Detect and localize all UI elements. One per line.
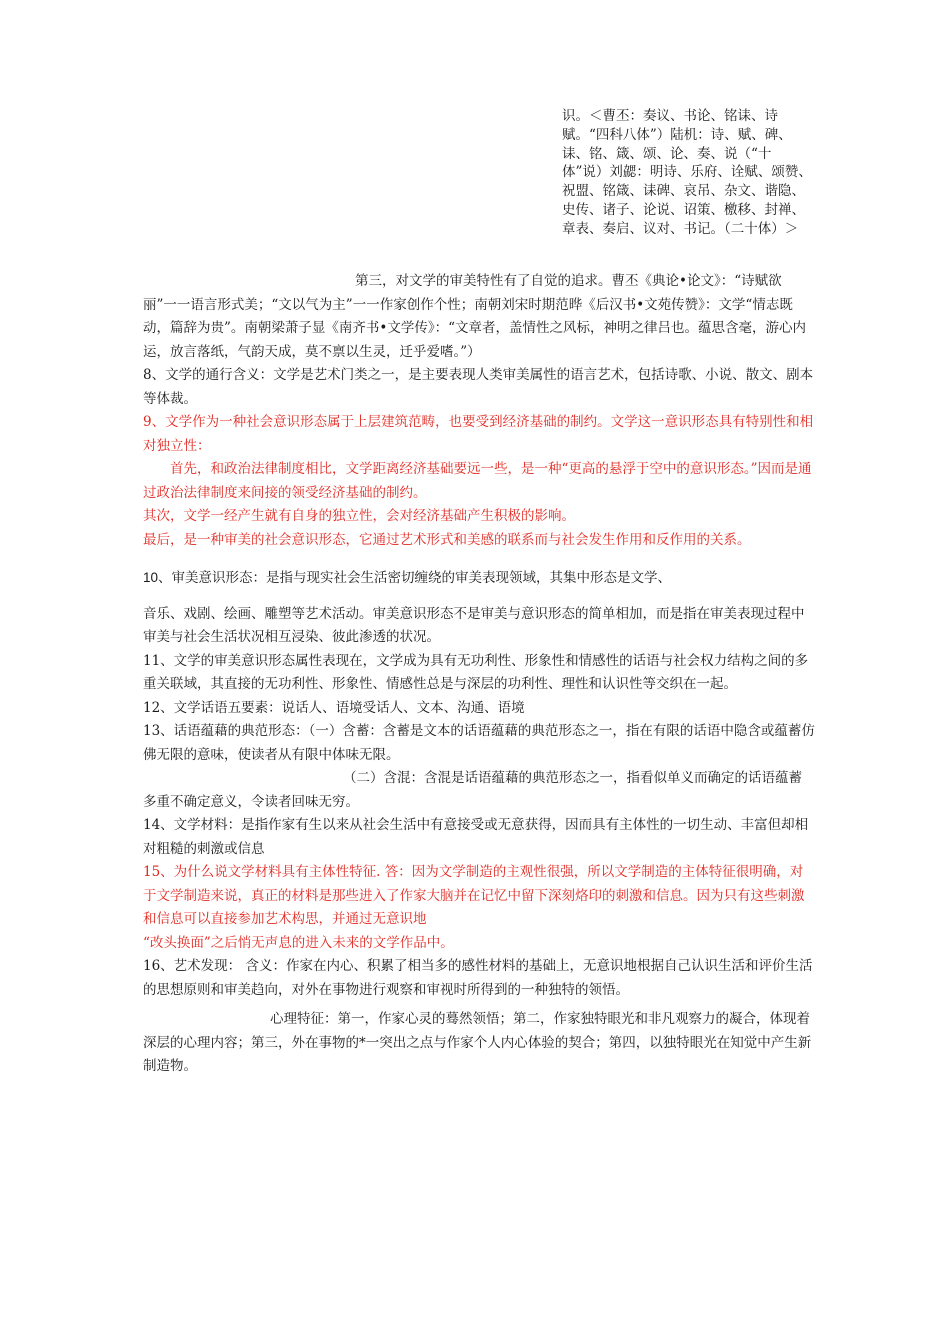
paragraph-16-psychology: 心理特征：第一，作家心灵的蓦然领悟；第二，作家独特眼光和非凡观察力的凝合，体现着深层的心理内容；第三，外在事物的*一突出之点与作家个人内心体验的契合；第四，以独特眼光在知觉中产生新制造物。: [143, 1011, 812, 1074]
paragraph-11-attributes: 11、文学的审美意识形态属性表现在，文学成为具有无功利性、形象性和情感性的话语与社会权力结构之间的多重关联域，其直接的无功利性、形象性、情感性总是与深层的功利性、理性和认识性等交织在一起。: [143, 652, 809, 692]
paragraph-13-ambiguity: （二）含混：含混是话语蕴藉的典范形态之一，指看似单义而确定的话语蕴蓄多重不确定意义，令读者回味无穷。: [143, 770, 802, 810]
paragraph-9-second: 其次，文学一经产生就有自身的独立性，会对经济基础产生积极的影响。: [143, 508, 575, 524]
paragraph-10-body: 音乐、戏剧、绘画、雕塑等艺术活动。审美意识形态不是审美与意识形态的简单相加，而是指在审美表现过程中审美与社会生活状况相互浸染、彼此渗透的状况。: [143, 605, 805, 645]
paragraph-14-material: 14、文学材料：是指作家有生以来从社会生活中有意接受或无意获得，因而具有主体性的一切生动、丰富但却相对粗糙的刺激或信息: [143, 817, 809, 857]
paragraph-10-number: 10: [143, 570, 159, 585]
paragraph-12-elements: 12、文学话语五要素：说话人、语境受话人、文本、沟通、语境: [143, 699, 525, 716]
main-text-body: [143, 270, 815, 1079]
paragraph-16-discovery: 16、艺术发现： 含义：作家在内心、积累了相当多的感性材料的基础上，无意识地根据自己认识生活和评价生活的思想原则和审美趋向，对外在事物进行观察和审视时所得到的一种独特的领悟。: [143, 958, 813, 998]
paragraph-10-head: [143, 566, 815, 591]
genre-classification-note: 识。＜曹丕：奏议、书论、铭诔、诗赋。“四科八体”）陆机：诗、赋、碑、诔、铭、箴、颂、论、奏、说（“十体”说）刘勰：明诗、乐府、诠赋、颂赞、祝盟、铭箴、诔碑、哀吊、杂文、谐隐、史传、诸子、论说、诏策、檄移、封禅、章表、奏启、议对、书记。（二十体）＞: [562, 108, 812, 237]
paragraph-9-last: 最后，是一种审美的社会意识形态，它通过艺术形式和美感的联系而与社会发生作用和反作用的关系。: [143, 531, 751, 548]
paragraph-13-implicit: 13、话语蕴藉的典范形态：（一）含蓄：含蓄是文本的话语蕴藉的典范形态之一，指在有限的话语中隐含或蕴蓄仿佛无限的意味，使读者从有限中体味无限。: [143, 723, 815, 763]
paragraph-9-first: 首先，和政治法律制度相比，文学距离经济基础要远一些，是一种“更高的悬浮于空中的意识形态。”因而是通过政治法律制度来间接的领受经济基础的制约。: [143, 461, 812, 501]
paragraph-15-tail: “改头换面”之后悄无声息的进入未来的文学作品中。: [143, 934, 454, 951]
paragraph-15-subjectivity: 15、为什么说文学材料具有主体性特征. 答：因为文学制造的主观性很强，所以文学制造的主体特征很明确，对于文学制造来说，真正的材料是那些进入了作家大脑并在记忆中留下深刻烙印的刺激和信息。因为只有这些刺激和信息可以直接参加艺术构思，并通过无意识地: [143, 864, 805, 927]
paragraph-third-aesthetic: 第三，对文学的审美特性有了自觉的追求。曹丕《典论•论文》：“诗赋欲丽”一一语言形式美；“文以气为主”一一作家创作个性；南朝刘宋时期范晔《后汉书•文苑传赞》：文学“情志既动，篇辞为贵”。南朝梁萧子显《南齐书•文学传》：“文章者，盖情性之风标，神明之律吕也。蕴思含毫，游心内运，放言落纸，气韵天成，莫不禀以生灵，迁乎爱嗜。”）: [143, 273, 807, 360]
paragraph-9-ideology: 9、文学作为一种社会意识形态属于上层建筑范畴，也要受到经济基础的制约。文学这一意识形态具有特别性和相对独立性：: [143, 414, 814, 454]
paragraph-10-head-text: 、审美意识形态：是指与现实社会生活密切缠绕的审美表现领域，其集中形态是文学、: [158, 570, 672, 586]
paragraph-8-literature-meaning: 8、文学的通行含义：文学是艺术门类之一，是主要表现人类审美属性的语言艺术，包括诗歌、小说、散文、剧本等体裁。: [143, 367, 814, 407]
